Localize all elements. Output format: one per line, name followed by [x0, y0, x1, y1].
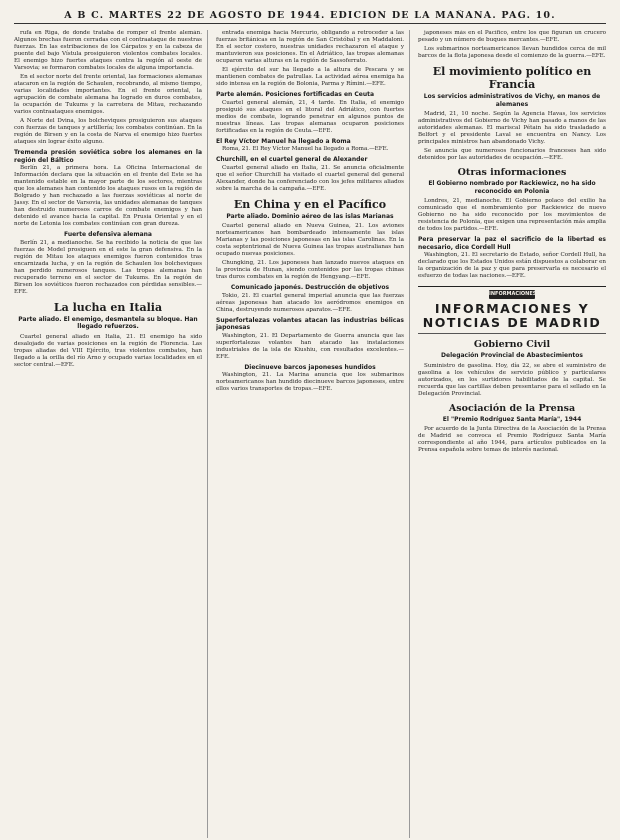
divider [418, 333, 606, 334]
paragraph: Chungking, 21. Los japoneses han lanzado nuevos ataques en la provincia de Hunan, siendo contenidos por las tropas chinas tras duros combates en la región de Hengyang.—EFE. [216, 260, 404, 280]
section-headline: Otras informaciones [457, 167, 567, 178]
section-headline: La lucha en Italia [53, 300, 163, 314]
headline: Superfortalezas volantes atacan las industrias bélicas japonesas [216, 316, 404, 331]
paragraph: Por acuerdo de la Junta Directiva de la Asociación de la Prensa de Madrid se convoca el Premio Rodríguez Santa María correspondiente al año 1944, para artículos publicados en la Prensa española sobre temas de interés nacional. [418, 426, 606, 453]
masthead: A B C. MARTES 22 DE AGOSTO DE 1944. EDICION DE LA MAÑANA. PAG. 10. [14, 10, 606, 24]
subheadline: El "Premio Rodríguez Santa María", 1944 [442, 415, 582, 423]
paragraph: Londres, 21, medianoche. El Gobierno polaco del exilio ha comunicado que el nombramiento por Rackiewicz de nuevo Gobierno no ha sido reconocido por los movimientos de resistencia de Polonia, que exigen una representación más amplia de todos los partidos.—EFE. [418, 198, 606, 232]
paragraph: Washington, 21. El Departamento de Guerra anuncia que las superfortalezas volantes han atacado las instalaciones industriales de la isla de Kiushiu, con resultados excelentes.—EFE. [216, 332, 404, 360]
headline: Parte alemán. Posiciones fortificadas en Ceuta [216, 91, 375, 98]
paragraph: Cuartel general aliado en Italia, 21. El enemigo ha sido desalojado de varias posiciones en la región de Florencia. Las tropas aliadas del VIII Ejército, tras violentos combates, han llegado a la orilla del río Arno y ocupado varias localidades en el sector central.—EFE. [14, 333, 202, 368]
paragraph: Madrid, 21, 10 noche. Según la Agencia Havas, los servicios administrativos del Gobierno de Vichy han pasado a manos de las autoridades alemanas. El mariscal Pétain ha sido trasladado a Belfort y el presidente Laval se encuentra en Nancy. Los principales ministros han abandonado Vichy. [418, 111, 606, 145]
paragraph: Se anuncia que numerosos funcionarios franceses han sido detenidos por las autoridades de ocupación.—EFE. [418, 148, 606, 161]
subheadline: Parte aliado. El enemigo, desmantela su bloque. Han llegado refuerzos. [18, 315, 198, 330]
paragraph: Cuartel general aliado en Nueva Guinea, 21. Los aviones norteamericanos han bombardeado intensamente las islas Marianas y las posiciones japonesas en las islas Carolinas. En la costa septentrional de Nueva Guinea las tropas australianas han ocupado nuevas posiciones. [216, 223, 404, 257]
section-headline: Gobierno Civil [473, 339, 551, 350]
subheadline: El Gobierno nombrado por Rackiewicz, no ha sido reconocido en Polonia [428, 180, 596, 195]
paragraph: Berlín 21, a medianoche. Se ha recibido la noticia de que las fuerzas de Model prosiguen en el este la gran defensiva. En la región de Mitau los ataques enemigos fueron contenidos tras encarnizada lucha, y en la región de Schaulen los bolcheviques han perdido numerosos tanques. Las tropas alemanas han recuperado terreno en el sector de Tukums. En la región de Birsen los soviéticos fueron rechazados con pérdidas sensibles.—EFE. [14, 239, 202, 295]
paragraph: Cuartel general aliado en Italia, 21. Se anuncia oficialmente que el señor Churchill ha visitado el cuartel general del general Alexander, donde ha conferenciado con los jefes militares aliados sobre la marcha de la campaña.—EFE. [216, 164, 404, 192]
paragraph: Suministro de gasolina. Hoy, día 22, se abre el suministro de gasolina a los vehículos de servicio público y particulares autorizados, en los surtidores habilitados de la capital. Se recuerda que las cartillas deben presentarse para el sellado en la Delegación Provincial. [418, 362, 606, 397]
paragraph: Roma, 21. El Rey Víctor Manuel ha llegado a Roma.—EFE. [222, 146, 389, 152]
paragraph: El ejército del sur ha llegado a la altura de Pescara y se mantienen combates de patrullas. La actividad aérea enemiga ha sido intensa en la región de Bolonia, Parma y Rímini.—EFE. [216, 67, 404, 87]
madrid-news-section [418, 286, 606, 454]
column-2 [216, 30, 410, 838]
headline: Tremenda presión soviética sobre los alemanes en la región del Báltico [14, 149, 202, 164]
paragraph: Washington, 21. La Marina anuncia que los submarinos norteamericanos han hundido diecinueve barcos japoneses, entre ellos varios transportes de tropas.—EFE. [216, 372, 404, 392]
columns [14, 30, 606, 838]
madrid-section-title: INFORMACIONES Y NOTICIAS DE MADRID [422, 301, 602, 330]
section-headline: El movimiento político en Francia [432, 65, 592, 91]
paragraph: japoneses más en el Pacífico, entre los que figuran un crucero pesado y un número de buques mercantes.—EFE. [418, 30, 606, 43]
subheadline: Parte aliado. Dominio aéreo de las islas Marianas [226, 212, 394, 220]
headline: Comunicado japonés. Destrucción de objetivos [230, 284, 390, 291]
section-headline: Asociación de la Prensa [448, 402, 576, 414]
paragraph: rufa en Riga, de donde trataba de romper el frente alemán. Algunos brechas fueron cerradas con el contraataque de nuestras fuerzas. En las estribaciones de los Cárpatos y en la cabeza de puente del bajo Vístula prosiguieron violentos combates locales. El enemigo hizo fuertes ataques contra la región al oeste de Varsovia; se formaron combates locales de alguna importancia. [14, 30, 202, 71]
paragraph: Berlín 21, a primera hora. La Oficina Internacional de Información declara que la situación en el frente del Este se ha mantenido estable en la mayor parte de los sectores, mientras que los alemanes han contenido los ataques rusos en la región de Bolgrado y han rechazado a las fuerzas soviéticas al norte de Jassy. En el sector de Varsovia, las unidades alemanas de tanques han destruido numerosos carros de combate enemigos y han detenido el avance hacia la capital. En Prusia Oriental y en el norte de Letonia los combates continúan con gran dureza. [14, 165, 202, 227]
paragraph: Los submarinos norteamericanos llevan hundidos cerca de mil barcos de la flota japonesa desde el comienzo de la guerra.—EFE. [418, 46, 606, 59]
paragraph: Tokio, 21. El cuartel general imperial anuncia que las fuerzas aéreas japonesas han atacado los aeródromos enemigos en China, destruyendo numerosos aparatos.—EFE. [216, 292, 404, 313]
subheadline: Delegación Provincial de Abastecimientos [441, 352, 583, 359]
paragraph: A Norte del Dvina, los bolcheviques prosiguieron sus ataques con fuerzas de tanques y artillería; los combates continúan. En la región de Birsen y en la costa de Narva el enemigo hizo fuertes ataques sin lograr éxito alguno. [14, 118, 202, 145]
headline: Diecinueve barcos japoneses hundidos [244, 363, 376, 371]
headline: El Rey Víctor Manuel ha llegado a Roma [216, 137, 351, 145]
subheadline: Los servicios administrativos de Vichy, en manos de alemanes [423, 93, 601, 108]
section-headline: En China y en el Pacífico [233, 197, 387, 211]
paragraph: entrada enemiga hacia Mercurio, obligando a retroceder a las fuerzas británicas en la región de San Cristóbal y en Maddaloni. En el sector costero, nuestras unidades rechazaron el ataque y mantuvieron sus posiciones. En el Adriático, las tropas alemanas ocuparon varias alturas en la región de Sassoferrato. [216, 30, 404, 64]
column-3 [418, 30, 606, 838]
paragraph: Washington, 21. El secretario de Estado, señor Cordell Hull, ha declarado que los Estados Unidos están dispuestos a colaborar en la organización de la paz y que para preservarla es necesario el esfuerzo de todas las naciones.—EFE. [418, 252, 606, 279]
headline: Fuerte defensiva alemana [64, 231, 152, 238]
headline: Churchill, en el cuartel general de Alexander [216, 156, 368, 163]
section-badge: INFORMACIONES [489, 291, 537, 297]
headline: Pera preservar la paz el sacrificio de la libertad es necesario, dice Cordell Hull [418, 236, 606, 251]
paragraph: En el sector norte del frente oriental, las formaciones alemanas atacaron en la región de Schaulen, recobrando, al mismo tiempo, varias localidades importantes. En el frente oriental, la agrupación de combate alemana ha logrado en duros combates, la ocupación de Tukums y la carretera de Mitau, rechazando varios contraataques enemigos. [14, 74, 202, 115]
column-1 [14, 30, 208, 838]
paragraph: Cuartel general alemán, 21, 4 tarde. En Italia, el enemigo prosiguió sus ataques en el litoral del Adriático, con fuertes medios de combate, logrando penetrar en algunos puntos de nuestras líneas. Las tropas alemanas ocuparon posiciones fortificadas en la región de Ceuta.—EFE. [216, 99, 404, 134]
